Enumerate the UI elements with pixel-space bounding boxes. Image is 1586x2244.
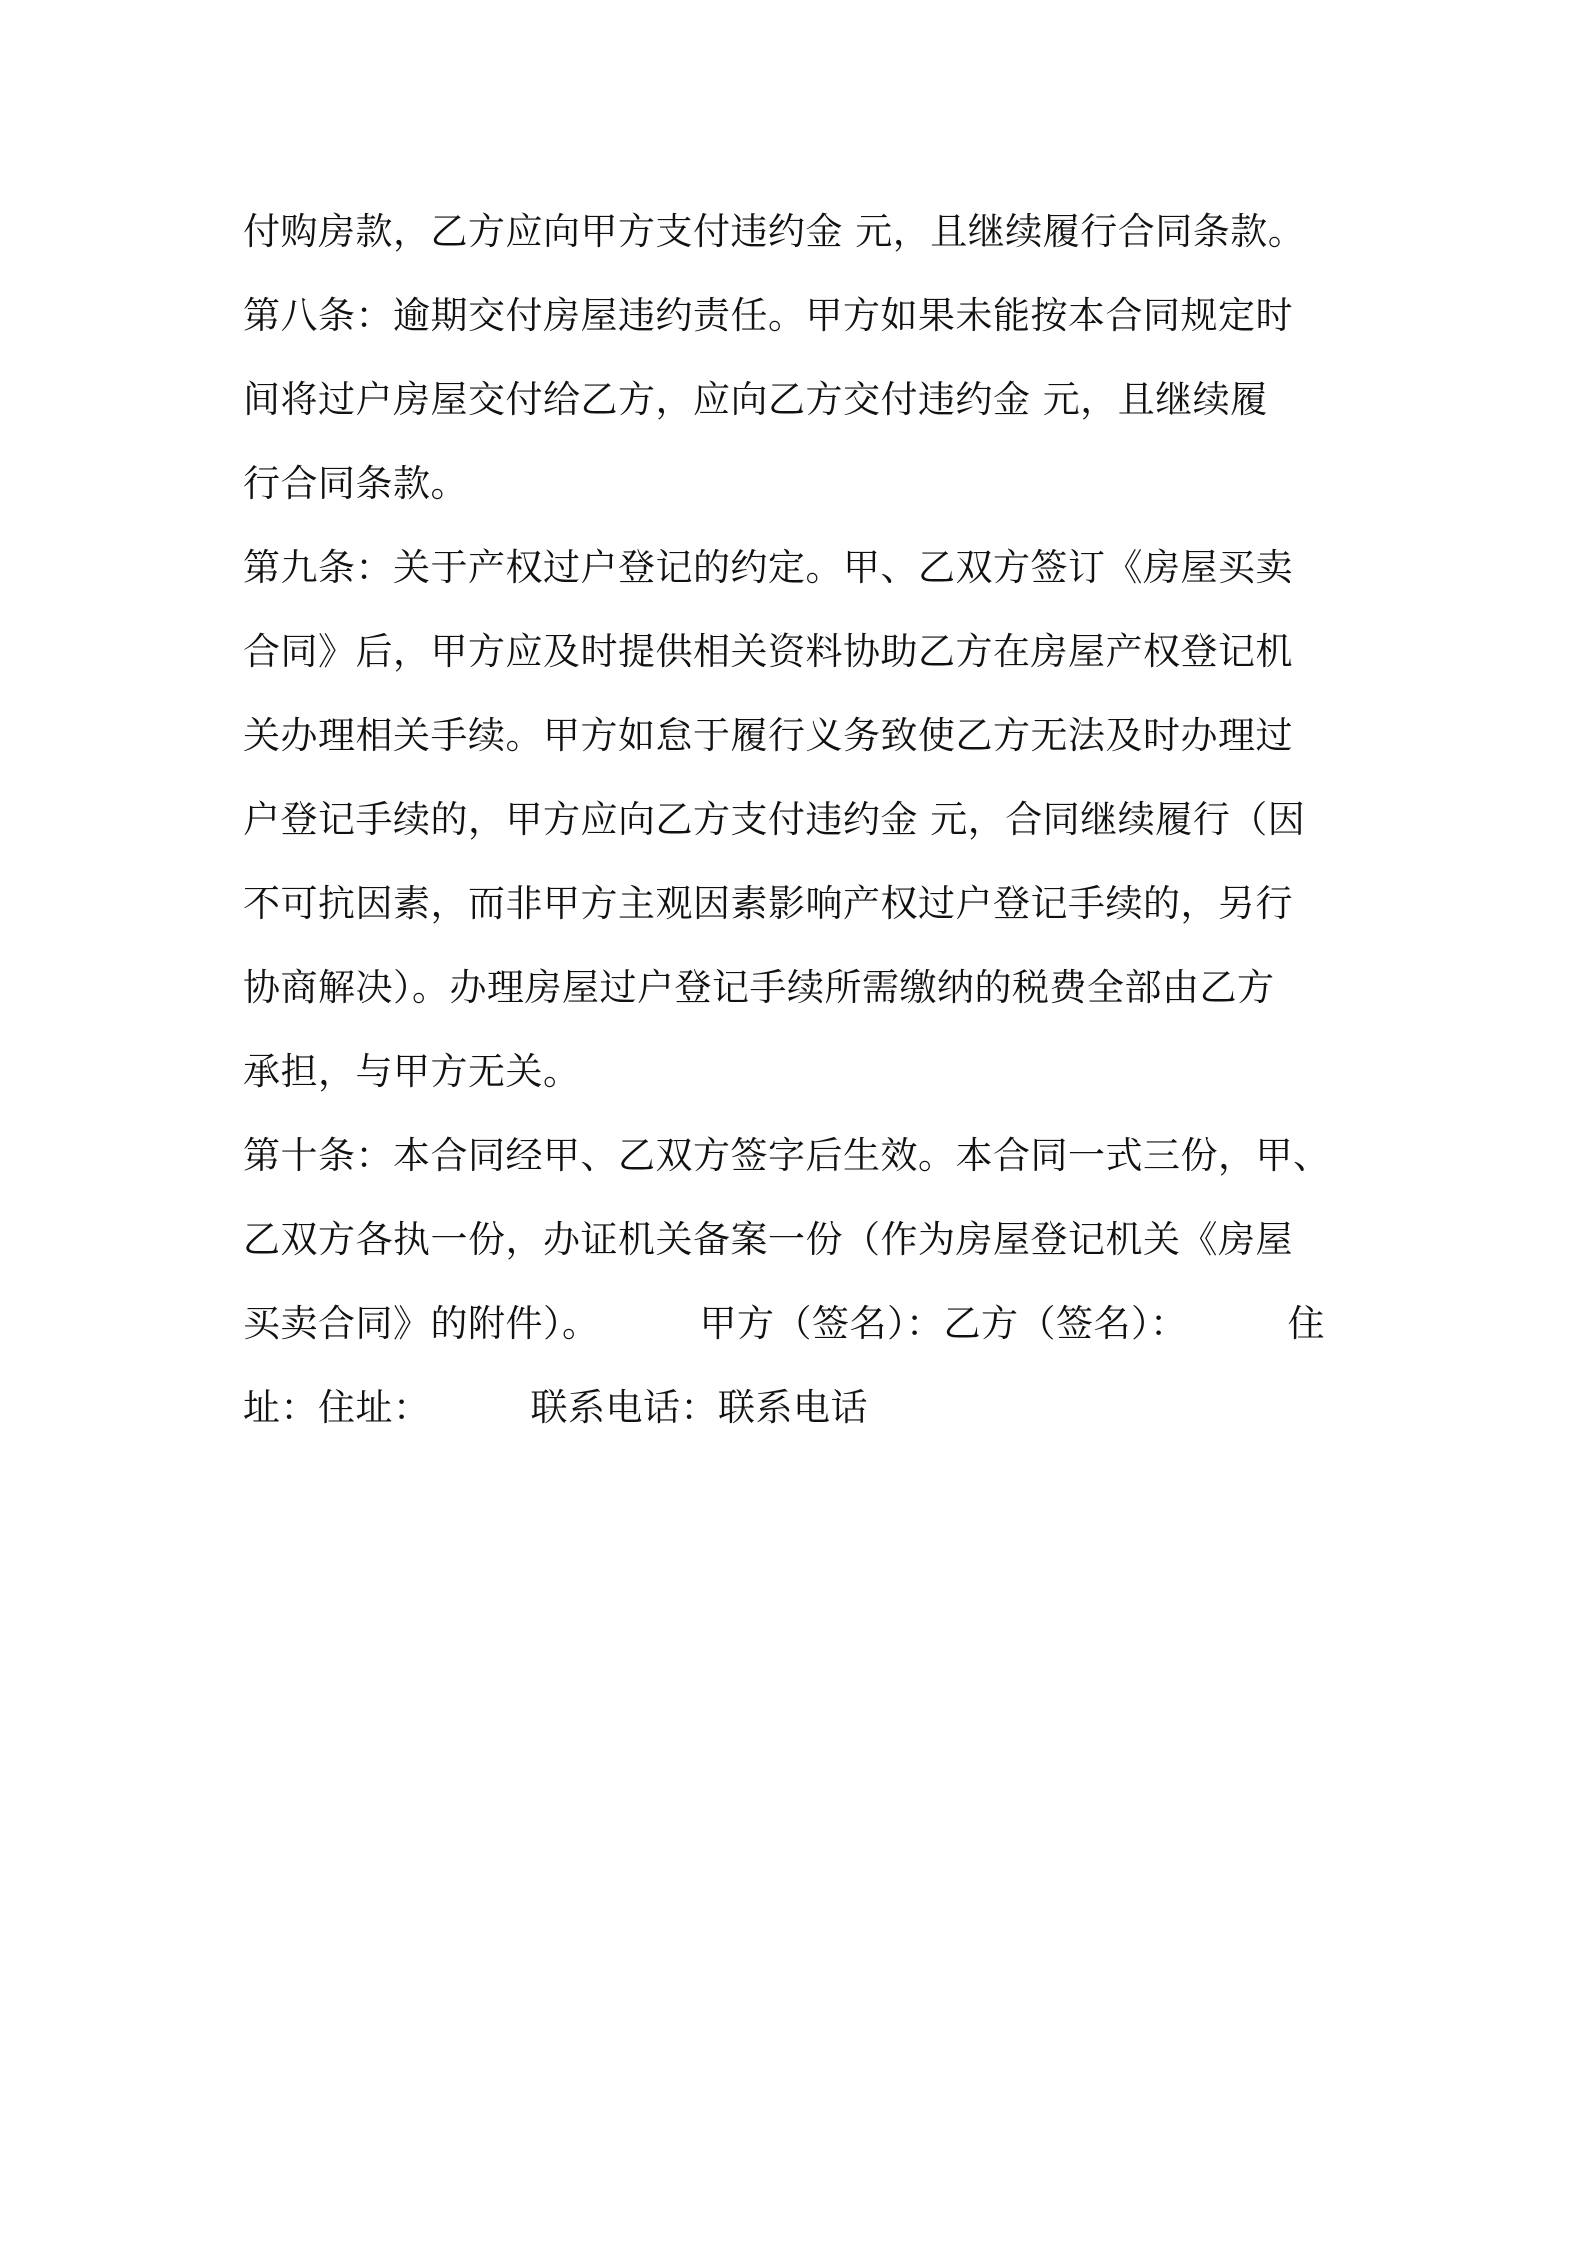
contract-body xyxy=(243,190,1353,1450)
text-line: 间将过户房屋交付给乙方，应向乙方交付违约金 元，且继续履 xyxy=(243,378,1268,421)
text-line: 第九条：关于产权过户登记的约定。甲、乙双方签订《房屋买卖 xyxy=(243,546,1293,589)
text-line: 承担，与甲方无关。 xyxy=(243,1050,581,1093)
address-labels: 址：住址： xyxy=(243,1386,431,1429)
text-line: 付购房款，乙方应向甲方支付违约金 元，且继续履行合同条款。 xyxy=(243,210,1306,253)
signature-line xyxy=(243,1282,1353,1366)
text-line: 第十条：本合同经甲、乙双方签字后生效。本合同一式三份，甲、 xyxy=(243,1134,1331,1177)
text-line: 乙双方各执一份，办证机关备案一份（作为房屋登记机关《房屋 xyxy=(243,1218,1293,1261)
text-line: 合同》后，甲方应及时提供相关资料协助乙方在房屋产权登记机 xyxy=(243,630,1293,673)
text-line: 行合同条款。 xyxy=(243,462,468,505)
phone-labels: 联系电话：联系电话 xyxy=(530,1386,868,1429)
text-segment: 买卖合同》的附件）。 xyxy=(243,1302,600,1345)
text-line: 关办理相关手续。甲方如怠于履行义务致使乙方无法及时办理过 xyxy=(243,714,1293,757)
text-line: 户登记手续的，甲方应向乙方支付违约金 元，合同继续履行（因 xyxy=(243,798,1306,841)
text-line: 不可抗因素，而非甲方主观因素影响产权过户登记手续的，另行 xyxy=(243,882,1293,925)
contact-line xyxy=(243,1366,1353,1450)
text-segment: 住 xyxy=(1287,1302,1325,1345)
signature-labels: 甲方（签名）：乙方（签名）： xyxy=(699,1302,1188,1345)
text-line: 协商解决）。办理房屋过户登记手续所需缴纳的税费全部由乙方 xyxy=(243,966,1275,1009)
text-line: 第八条：逾期交付房屋违约责任。甲方如果未能按本合同规定时 xyxy=(243,294,1293,337)
